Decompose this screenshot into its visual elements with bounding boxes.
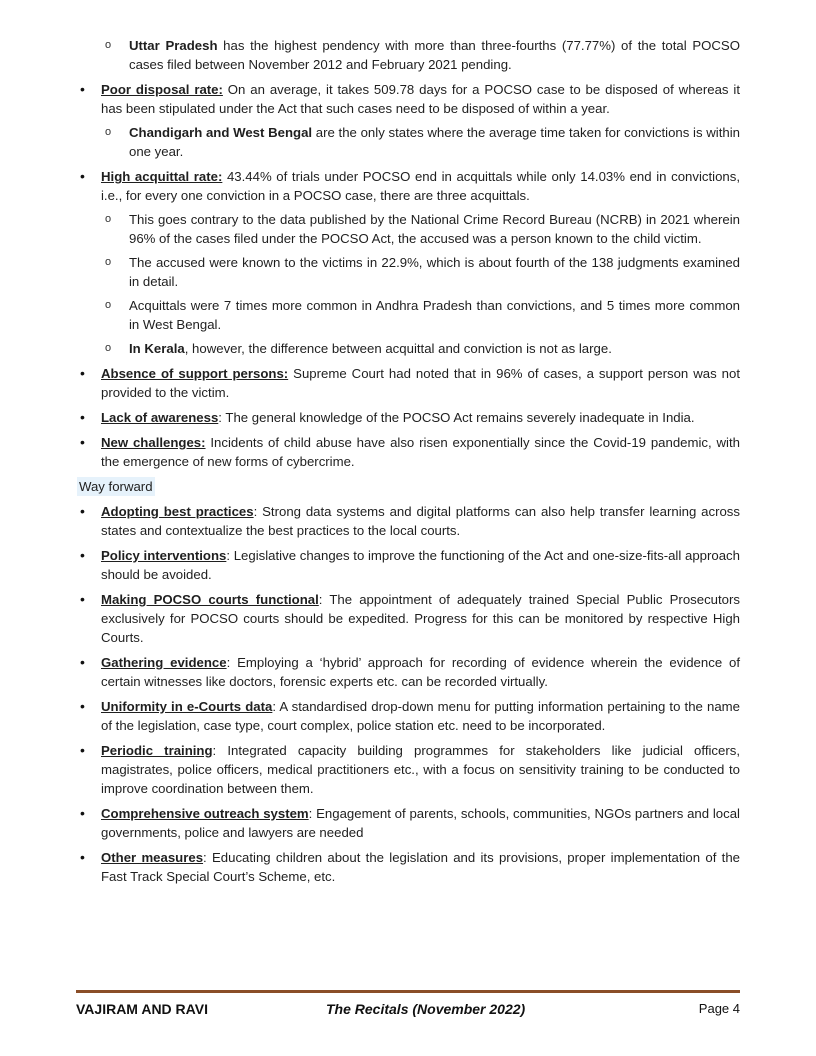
item-text: : Legislative changes to improve the functioning of the Act and one-size-fits-all approach should be avoided. (101, 548, 740, 582)
item-text: , however, the difference between acquittal and conviction is not as large. (184, 341, 612, 356)
bullet-marker: • (80, 698, 85, 714)
item-text: Supreme Court had noted that in 96% of cases, a support person was not provided to the victim. (101, 366, 741, 400)
list-item (77, 123, 740, 161)
item-text: : Engagement of parents, schools, communities, NGOs partners and local governments, police and lawyers are needed (101, 806, 740, 840)
item-text: has the highest pendency with more than three-fourths (77.77%) of the total POCSO cases filed between November 2012 and February 2021 pending. (129, 38, 740, 72)
sub-bullet-marker: ο (105, 299, 112, 311)
bullet-marker: • (80, 547, 85, 563)
item-text: Incidents of child abuse have also risen exponentially since the Covid-19 pandemic, with the emergence of new forms of cybercrime. (101, 435, 740, 469)
sub-bullet-marker: ο (105, 256, 112, 268)
footer-publisher: VAJIRAM AND RAVI (76, 1001, 208, 1017)
bullet-marker: • (80, 591, 85, 607)
item-text: On an average, it takes 509.78 days for a POCSO case to be disposed of whereas it has been stipulated under the Act that such cases need to be disposed of within a year. (101, 82, 740, 116)
bullet-marker: • (80, 742, 85, 758)
bullet-marker: • (80, 849, 85, 865)
item-text: are the only states where the average time taken for convictions is within one year. (129, 125, 740, 159)
list-item (77, 253, 740, 291)
item-term: Periodic training (101, 743, 213, 758)
sub-bullet-marker: ο (105, 126, 112, 138)
list-item (77, 296, 740, 334)
bullet-marker: • (80, 503, 85, 519)
list-item (77, 36, 740, 74)
footer-publication-title: The Recitals (November 2022) (326, 1001, 526, 1017)
list-item (77, 546, 740, 584)
list-item (77, 804, 740, 842)
item-term: Absence of support persons: (101, 366, 289, 381)
item-text: : Educating children about the legislation and its provisions, proper implementation of the Fast Track Special Court’s Scheme, etc. (101, 850, 740, 884)
bullet-marker: • (80, 365, 85, 381)
item-term: Policy interventions (101, 548, 227, 563)
list-item (77, 697, 740, 735)
page-content (77, 36, 740, 886)
list-item (77, 167, 740, 205)
bullet-marker: • (80, 409, 85, 425)
footer-page-number: Page 4 (698, 1001, 740, 1016)
item-text: : The appointment of adequately trained Special Public Prosecutors exclusively for POCSO courts should be expedited. Progress for this can be monitored by respective High Courts. (101, 592, 740, 645)
item-text: : The general knowledge of the POCSO Act remains severely inadequate in India. (218, 410, 695, 425)
item-term: New challenges: (101, 435, 206, 450)
item-text: This goes contrary to the data published by the National Crime Record Bureau (NCRB) in 2021 wherein 96% of the cases filed under the POCSO Act, the accused was a person known to the child victim. (129, 212, 740, 246)
list-item (77, 848, 740, 886)
item-text: Acquittals were 7 times more common in Andhra Pradesh than convictions, and 5 times more common in West Bengal. (129, 298, 740, 332)
item-text: : Employing a ‘hybrid’ approach for recording of evidence wherein the evidence of certain witnesses like doctors, forensic experts etc. can be recorded virtually. (101, 655, 740, 689)
bullet-marker: • (80, 81, 85, 97)
list-item (77, 408, 740, 427)
state-name: Chandigarh and West Bengal (129, 125, 313, 140)
bullet-marker: • (80, 654, 85, 670)
item-term: Gathering evidence (101, 655, 227, 670)
section-heading-way-forward: Way forward (79, 479, 153, 494)
item-text: : Strong data systems and digital platforms can also help transfer learning across states and contextualize the best practices to the local courts. (101, 504, 740, 538)
item-term: Adopting best practices (101, 504, 254, 519)
sub-bullet-marker: ο (105, 213, 112, 225)
list-item (77, 502, 740, 540)
item-text: : Integrated capacity building programmes for stakeholders like judicial officers, magistrates, police officers, medical practitioners etc., with a focus on sensitivity training to be conducted to improve coordination between them. (101, 743, 740, 796)
item-term: Other measures (101, 850, 204, 865)
item-term: Lack of awareness (101, 410, 219, 425)
item-term: High acquittal rate: (101, 169, 223, 184)
sub-bullet-marker: ο (105, 342, 112, 354)
bullet-marker: • (80, 434, 85, 450)
list-item (77, 653, 740, 691)
list-item (77, 364, 740, 402)
item-term: Making POCSO courts functional (101, 592, 319, 607)
item-text: The accused were known to the victims in 22.9%, which is about fourth of the 138 judgments examined in detail. (129, 255, 740, 289)
state-name: Uttar Pradesh (129, 38, 218, 53)
list-item (77, 339, 740, 358)
item-term: Poor disposal rate: (101, 82, 223, 97)
sub-bullet-marker: ο (105, 39, 112, 51)
bullet-marker: • (80, 805, 85, 821)
bullet-marker: • (80, 168, 85, 184)
state-name: In Kerala (129, 341, 185, 356)
list-item (77, 741, 740, 798)
list-item (77, 80, 740, 118)
list-item (77, 590, 740, 647)
page-footer (76, 990, 740, 1023)
list-item (77, 210, 740, 248)
item-term: Uniformity in e-Courts data (101, 699, 273, 714)
item-text: : A standardised drop-down menu for putting information pertaining to the name of the legislation, case type, court complex, police station etc. need to be incorporated. (101, 699, 740, 733)
item-term: Comprehensive outreach system (101, 806, 309, 821)
item-text: 43.44% of trials under POCSO end in acquittals while only 14.03% end in convictions, i.e., for every one conviction in a POCSO case, there are three acquittals. (101, 169, 740, 203)
list-item (77, 433, 740, 471)
